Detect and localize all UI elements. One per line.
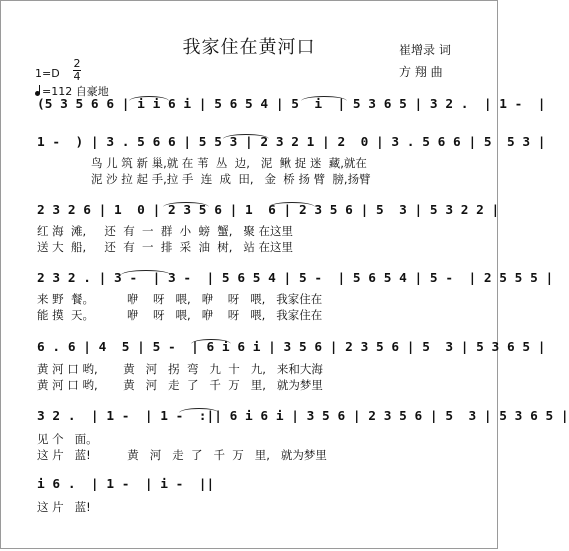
time-signature: [73, 59, 81, 82]
lyric-line-7a: 这 片 蓝!: [37, 500, 91, 514]
slur-mark: [191, 339, 231, 344]
lyric-line-5a: 黄 河 口 哟, 黄 河 拐 弯 九 十 九, 来和大海: [37, 362, 323, 376]
tempo-text: =112 自豪地: [42, 85, 109, 98]
time-signature-bottom: 4: [73, 70, 81, 83]
score-line-5: 6 . 6 | 4 5 | 5 - | 6 i 6 i | 3 5 6 | 2 3 5 6 | 5 3 | 5 3 6 5 |: [37, 340, 546, 355]
score-line-6: 3 2 . | 1 - | 1 - :|| 6 i 6 i | 3 5 6 | 2 3 5 6 | 5 3 | 5 3 6 5 |: [37, 409, 569, 424]
slur-mark: [269, 202, 315, 207]
lyric-line-3a: 红 海 滩, 还 有 一 群 小 螃 蟹, 聚 在这里: [37, 224, 294, 238]
lyric-line-6a: 见 个 面。: [37, 432, 98, 446]
lyric-line-2b: 泥 沙 拉 起 手,拉 手 连 成 田, 金 桥 扬 臂 膀,扬臂: [91, 172, 371, 186]
lyricist-credit: 崔增录 词: [399, 43, 451, 57]
score-line-3: 2 3 2 6 | 1 0 | 2 3 5 6 | 1 6 | 2 3 5 6 | 5 3 | 5 3 2 2 |: [37, 203, 500, 218]
score-line-4: 2 3 2 . | 3 - | 3 - | 5 6 5 4 | 5 - | 5 6 5 4 | 5 - | 2 5 5 5 |: [37, 271, 554, 286]
lyric-line-4a: 来 野 餐。 咿 呀 喂, 咿 呀 喂, 我家住在: [37, 292, 323, 306]
lyric-line-4b: 能 摸 天。 咿 呀 喂, 咿 呀 喂, 我家住在: [37, 308, 323, 322]
score-line-7: i 6 . | 1 - | i - ||: [37, 477, 215, 492]
slur-mark: [179, 408, 219, 413]
score-line-2: 1 - ) | 3 . 5 6 6 | 5 5 3 | 2 3 2 1 | 2 0 | 3 . 5 6 6 | 5 5 3 |: [37, 135, 546, 150]
time-signature-top: 2: [73, 57, 81, 70]
slur-mark: [163, 202, 209, 207]
lyric-line-5b: 黄 河 口 哟, 黄 河 走 了 千 万 里, 就为梦里: [37, 378, 323, 392]
lyric-line-2a: 鸟 儿 筑 新 巢,就 在 苇 丛 边, 泥 鳅 捉 迷 藏,就在: [91, 156, 367, 170]
slur-mark: [223, 134, 269, 139]
quarter-note-icon: [35, 91, 40, 96]
slur-mark: [129, 96, 169, 101]
slur-mark: [121, 270, 171, 275]
key-signature: 1=D: [35, 67, 60, 80]
composer-credit: 方 翔 曲: [399, 65, 443, 79]
lyric-line-3b: 送 大 船, 还 有 一 排 采 油 树, 站 在这里: [37, 240, 294, 254]
lyric-line-6b: 这 片 蓝! 黄 河 走 了 千 万 里, 就为梦里: [37, 448, 327, 462]
score-line-1: (5 3 5 6 6 | i i 6 i | 5 6 5 4 | 5 i | 5 3 6 5 | 3 2 . | 1 - |: [37, 97, 546, 112]
slur-mark: [301, 96, 347, 101]
song-title: 我家住在黄河口: [182, 37, 316, 58]
